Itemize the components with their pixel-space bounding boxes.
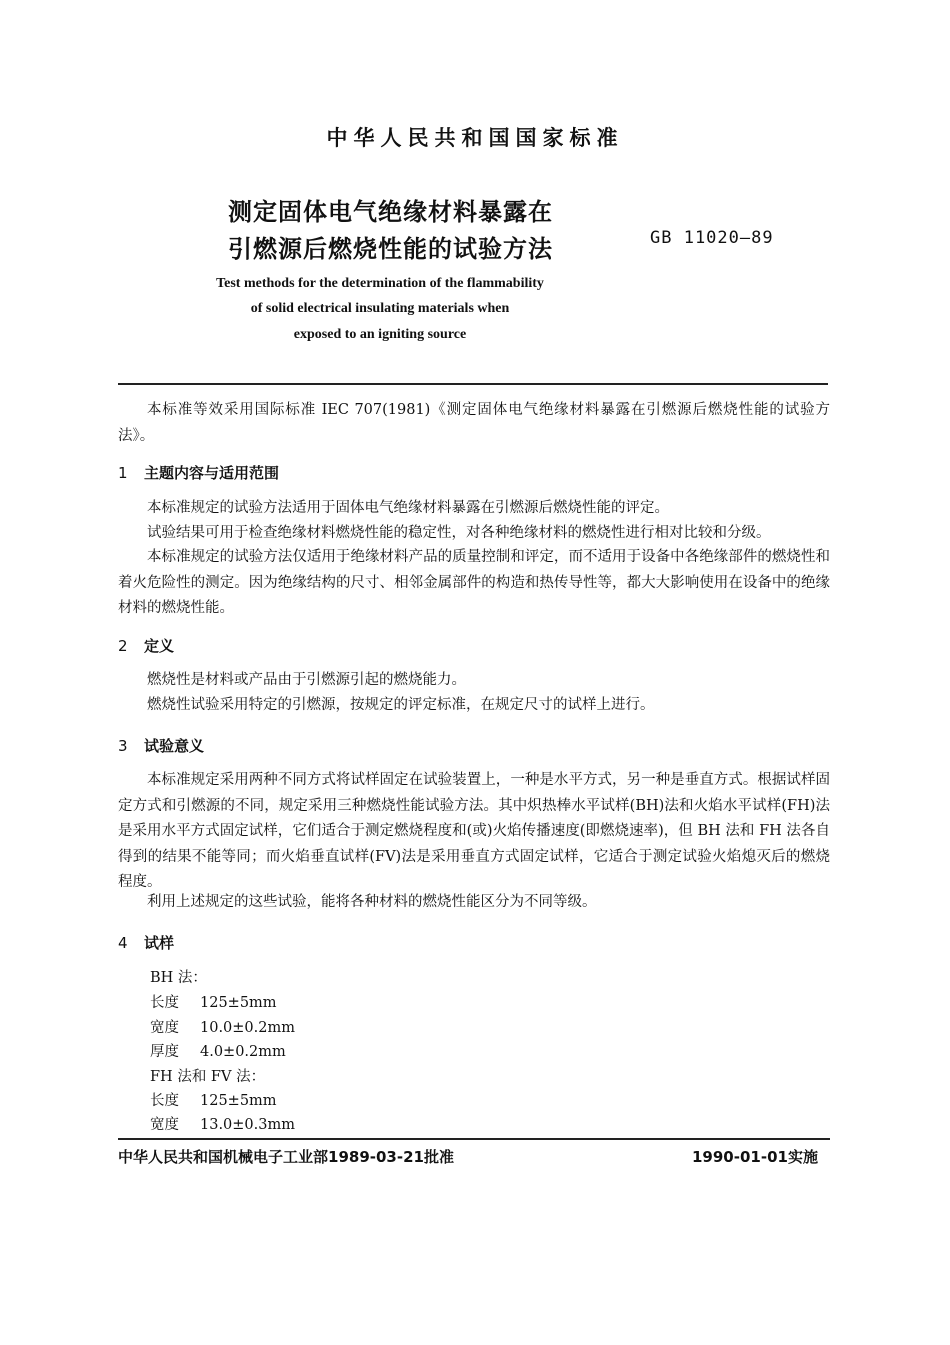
section-title: 定义 <box>144 637 175 655</box>
fhfv-width-row <box>150 1113 295 1134</box>
spec-key: 厚度 <box>150 1044 179 1060</box>
spec-value: 125±5mm <box>200 995 277 1011</box>
section-heading-2 <box>118 635 174 656</box>
fhfv-length-row <box>150 1089 277 1110</box>
english-title-line-3: exposed to an igniting source <box>293 327 467 342</box>
fhfv-method-label: FH 法和 FV 法： <box>150 1069 266 1085</box>
section-3-paragraph-1: 本标准规定采用两种不同方式将试样固定在试验装置上，一种是水平方式，另一种是垂直方式。根据试样固定方式和引燃源的不同，规定采用三种燃烧性能试验方法。其中炽热棒水平试样(BH)法和火焰水平试样(FH)法是采用水平方式固定试样，它们适合于测定燃烧程度和(或)火焰传播速度(即燃烧速率)，但 BH 法和 FH 法各自得到的结果不能等同；而火焰垂直试样(FV)法是采用垂直方式固定试样，它适合于测定试验火焰熄灭后的燃烧程度。 <box>118 772 830 890</box>
standard-code: GB 11020—89 <box>650 228 774 248</box>
section-number: 3 <box>118 737 128 755</box>
section-number: 2 <box>118 637 128 655</box>
english-title-line-1: Test methods for the determination of the flammability <box>216 276 544 291</box>
document-title-line-2: 引燃源后燃烧性能的试验方法 <box>228 235 553 263</box>
approval-statement: 中华人民共和国机械电子工业部1989-03-21批准 <box>118 1148 454 1166</box>
section-title: 主题内容与适用范围 <box>144 464 280 482</box>
section-heading-4 <box>118 932 174 953</box>
spec-key: 宽度 <box>150 1020 179 1036</box>
section-title: 试样 <box>144 934 175 952</box>
spec-key: 宽度 <box>150 1117 179 1133</box>
section-1-paragraph-2: 试验结果可用于检查绝缘材料燃烧性能的稳定性，对各种绝缘材料的燃烧性进行相对比较和分级。 <box>147 525 771 541</box>
section-heading-3 <box>118 735 204 756</box>
english-title-line-2: of solid electrical insulating materials when <box>250 301 510 316</box>
section-3-paragraph-2: 利用上述规定的这些试验，能将各种材料的燃烧性能区分为不同等级。 <box>147 894 597 910</box>
spec-value: 13.0±0.3mm <box>200 1117 295 1133</box>
section-heading-1 <box>118 462 279 483</box>
section-2-paragraph-2: 燃烧性试验采用特定的引燃源，按规定的评定标准，在规定尺寸的试样上进行。 <box>147 697 655 713</box>
intro-paragraph: 本标准等效采用国际标准 IEC 707(1981)《测定固体电气绝缘材料暴露在引燃源后燃烧性能的试验方法》。 <box>118 402 830 444</box>
bh-length-row <box>150 991 277 1012</box>
bh-method-label: BH 法： <box>150 970 207 986</box>
spec-key: 长度 <box>150 995 179 1011</box>
section-1-paragraph-3: 本标准规定的试验方法仅适用于绝缘材料产品的质量控制和评定，而不适用于设备中各绝缘部件的燃烧性和着火危险性的测定。因为绝缘结构的尺寸、相邻金属部件的构造和热传导性等，都大大影响使用在设备中的绝缘材料的燃烧性能。 <box>118 549 830 616</box>
spec-value: 125±5mm <box>200 1093 277 1109</box>
section-1-paragraph-1: 本标准规定的试验方法适用于固体电气绝缘材料暴露在引燃源后燃烧性能的评定。 <box>147 500 669 516</box>
spec-value: 4.0±0.2mm <box>200 1044 286 1060</box>
spec-key: 长度 <box>150 1093 179 1109</box>
section-title: 试验意义 <box>144 737 205 755</box>
spec-value: 10.0±0.2mm <box>200 1020 295 1036</box>
document-title-line-1: 测定固体电气绝缘材料暴露在 <box>228 198 553 226</box>
effective-date: 1990-01-01实施 <box>692 1148 818 1166</box>
standard-category-title: 中华人民共和国国家标准 <box>326 126 624 150</box>
section-number: 1 <box>118 464 128 482</box>
section-2-paragraph-1: 燃烧性是材料或产品由于引燃源引起的燃烧能力。 <box>147 672 466 688</box>
section-number: 4 <box>118 934 128 952</box>
top-divider <box>118 383 828 385</box>
bh-thickness-row <box>150 1040 286 1061</box>
bh-width-row <box>150 1016 295 1037</box>
bottom-divider <box>118 1138 830 1140</box>
